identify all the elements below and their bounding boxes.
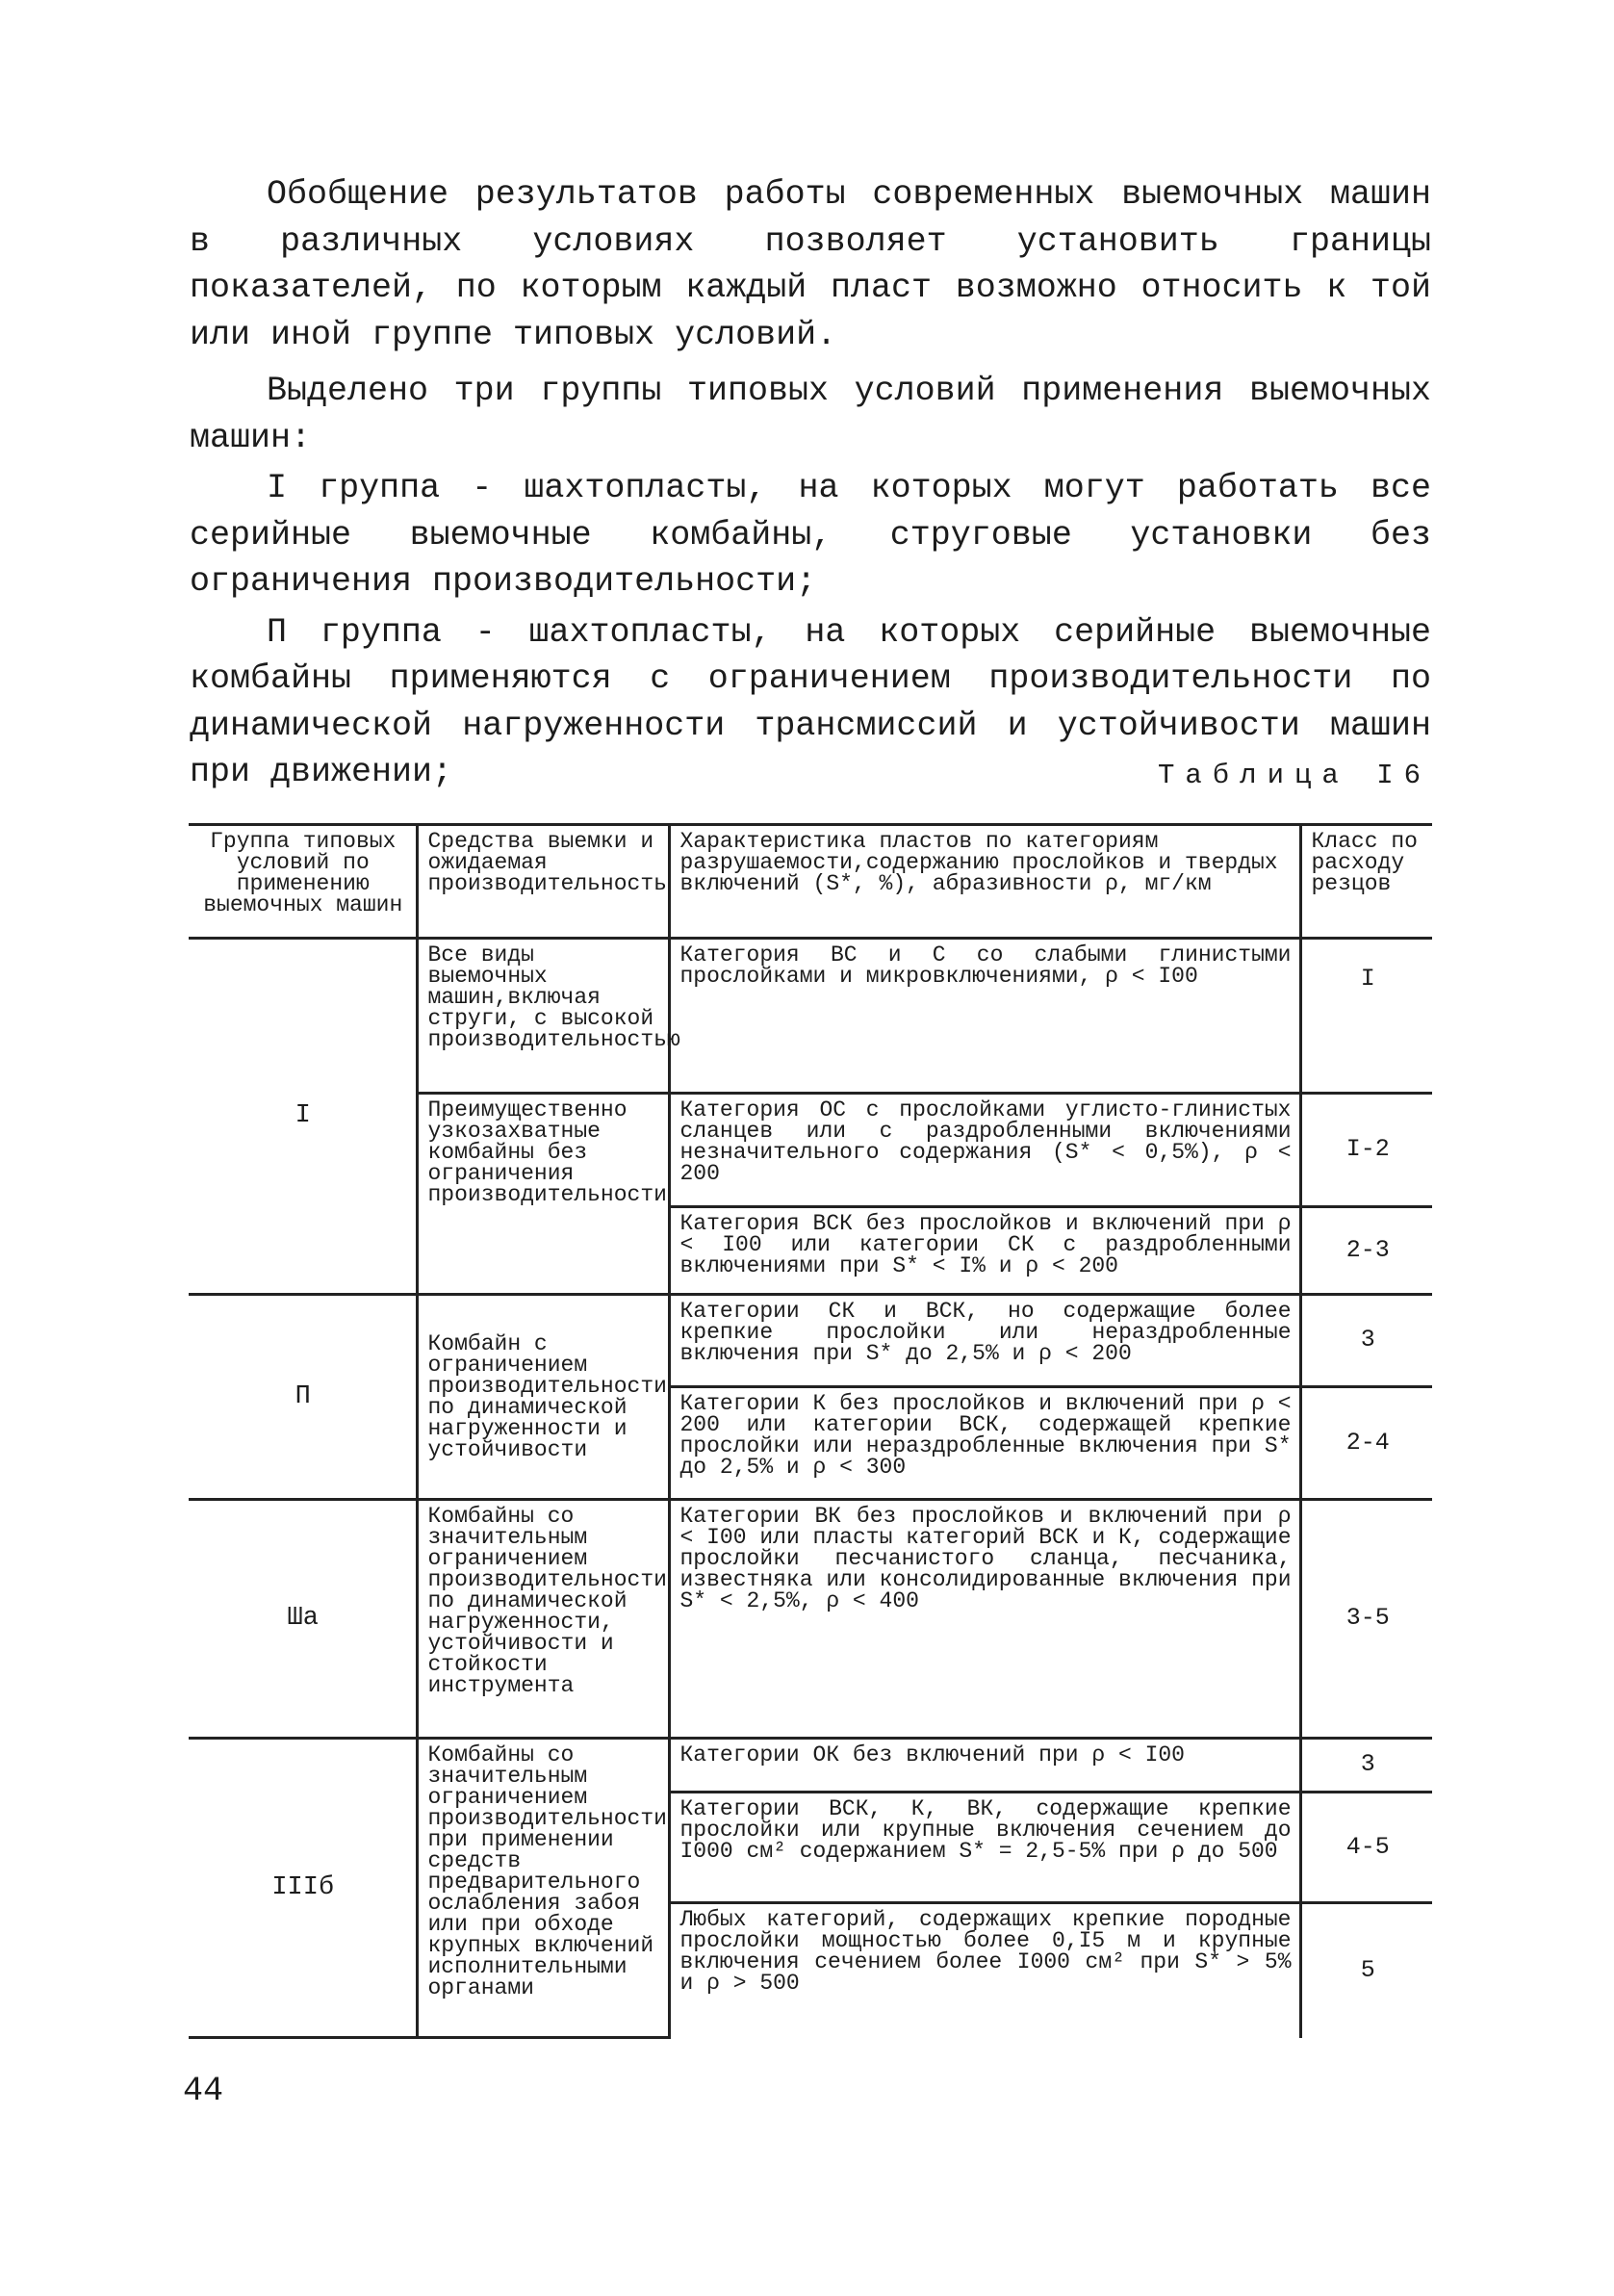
paragraph-group-2: П группа - шахтопласты, на которых серийные выемочные комбайны применяются с ограничением производительности по динамической нагруженности трансмиссий и устойчивости машин при движении; (190, 612, 1431, 791)
characteristics-cell: Категория ОС с прослойками углисто-глинистых сланцев или с раздробленными включениями незначительного содержания (S* < 0,5%), ρ < 200 (669, 1094, 1300, 1207)
means-cell: Преимущественно узкозахватные комбайны без ограничения производительности (417, 1094, 669, 1295)
header-class: Класс по расходу резцов (1300, 825, 1432, 939)
header-means: Средства выемки и ожидаемая производительность (417, 825, 669, 939)
class-cell: 4-5 (1300, 1793, 1432, 1903)
group-cell: I (189, 939, 417, 1295)
class-cell: 3 (1300, 1295, 1432, 1387)
characteristics-cell: Любых категорий, содержащих крепкие породные прослойки мощностью более 0,I5 м и крупные включения сечением более I000 см² при S* > 5% и ρ > 500 (669, 1903, 1300, 2038)
group-cell: Шa (189, 1500, 417, 1739)
header-group: Группа типовых условий по применению выемочных машин (189, 825, 417, 939)
characteristics-cell: Категории ВК без прослойков и включений при ρ < I00 или пласты категорий ВСК и К, содержащие прослойки песчанистого сланца, песчаника, известняка или консолидированные включения при S* < 2,5%, ρ < 400 (669, 1500, 1300, 1739)
means-cell: Комбайны со значительным ограничением производительности по динамической нагруженности, устойчивости и стойкости инструмента (417, 1500, 669, 1739)
body-text (190, 171, 1431, 800)
characteristics-cell: Категории К без прослойков и включений при ρ < 200 или категории ВСК, содержащей крепкие прослойки или нераздробленные включения при S* до 2,5% и ρ < 300 (669, 1387, 1300, 1500)
characteristics-cell: Категория ВСК без прослойков и включений при ρ < I00 или категории СК с раздробленными включениями при S* < I% и ρ < 200 (669, 1207, 1300, 1295)
characteristics-cell: Категории ОК без включений при ρ < I00 (669, 1739, 1300, 1793)
characteristics-cell: Категории ВСК, К, ВК, содержащие крепкие прослойки или крупные включения сечением до I000 см² содержанием S* = 2,5-5% при ρ до 500 (669, 1793, 1300, 1903)
table-caption: Таблица I6 (1157, 760, 1431, 791)
paragraph-summary: Обобщение результатов работы современных выемочных машин в различных условиях позволяет установить границы показателей, по которым каждый пласт возможно относить к той или иной группе типовых условий. (190, 175, 1431, 354)
characteristics-cell: Категория ВС и С со слабыми глинистыми прослойками и микровключениями, ρ < I00 (669, 939, 1300, 1094)
class-cell: I-2 (1300, 1094, 1432, 1207)
group-cell: П (189, 1295, 417, 1500)
class-cell: 3-5 (1300, 1500, 1432, 1739)
header-characteristics: Характеристика пластов по категориям разрушаемости,содержанию прослойков и твердых включений (S*, %), абразивности ρ, мг/км (669, 825, 1300, 939)
page-number: 44 (183, 2072, 224, 2110)
means-cell: Комбайн с ограничением производительности по динамической нагруженности и устойчивости (417, 1295, 669, 1500)
paragraph-groups-intro: Выделено три группы типовых условий применения выемочных машин: (190, 372, 1431, 457)
class-cell: 2-4 (1300, 1387, 1432, 1500)
table-row (189, 1295, 1432, 1387)
paragraph-group-1: I группа - шахтопласты, на которых могут работать все серийные выемочные комбайны, струговые установки без ограничения производительности; (190, 469, 1431, 601)
table-row (189, 939, 1432, 1094)
class-cell: 2-3 (1300, 1207, 1432, 1295)
table-row (189, 1739, 1432, 1793)
class-cell: 3 (1300, 1739, 1432, 1793)
group-cell: IIIб (189, 1739, 417, 2038)
table-container (189, 823, 1432, 2039)
table-header-row (189, 825, 1432, 939)
characteristics-cell: Категории СК и ВСК, но содержащие более крепкие прослойки или нераздробленные включения при S* до 2,5% и ρ < 200 (669, 1295, 1300, 1387)
class-cell: I (1300, 939, 1432, 1094)
conditions-table (189, 823, 1432, 2039)
class-cell: 5 (1300, 1903, 1432, 2038)
means-cell: Комбайны со значительным ограничением производительности при применении средств предварительного ослабления забоя или при обходе крупных включений исполнительными органами (417, 1739, 669, 2038)
table-row (189, 1500, 1432, 1739)
means-cell: Все виды выемочных машин,включая струги, с высокой производительностью (417, 939, 669, 1094)
